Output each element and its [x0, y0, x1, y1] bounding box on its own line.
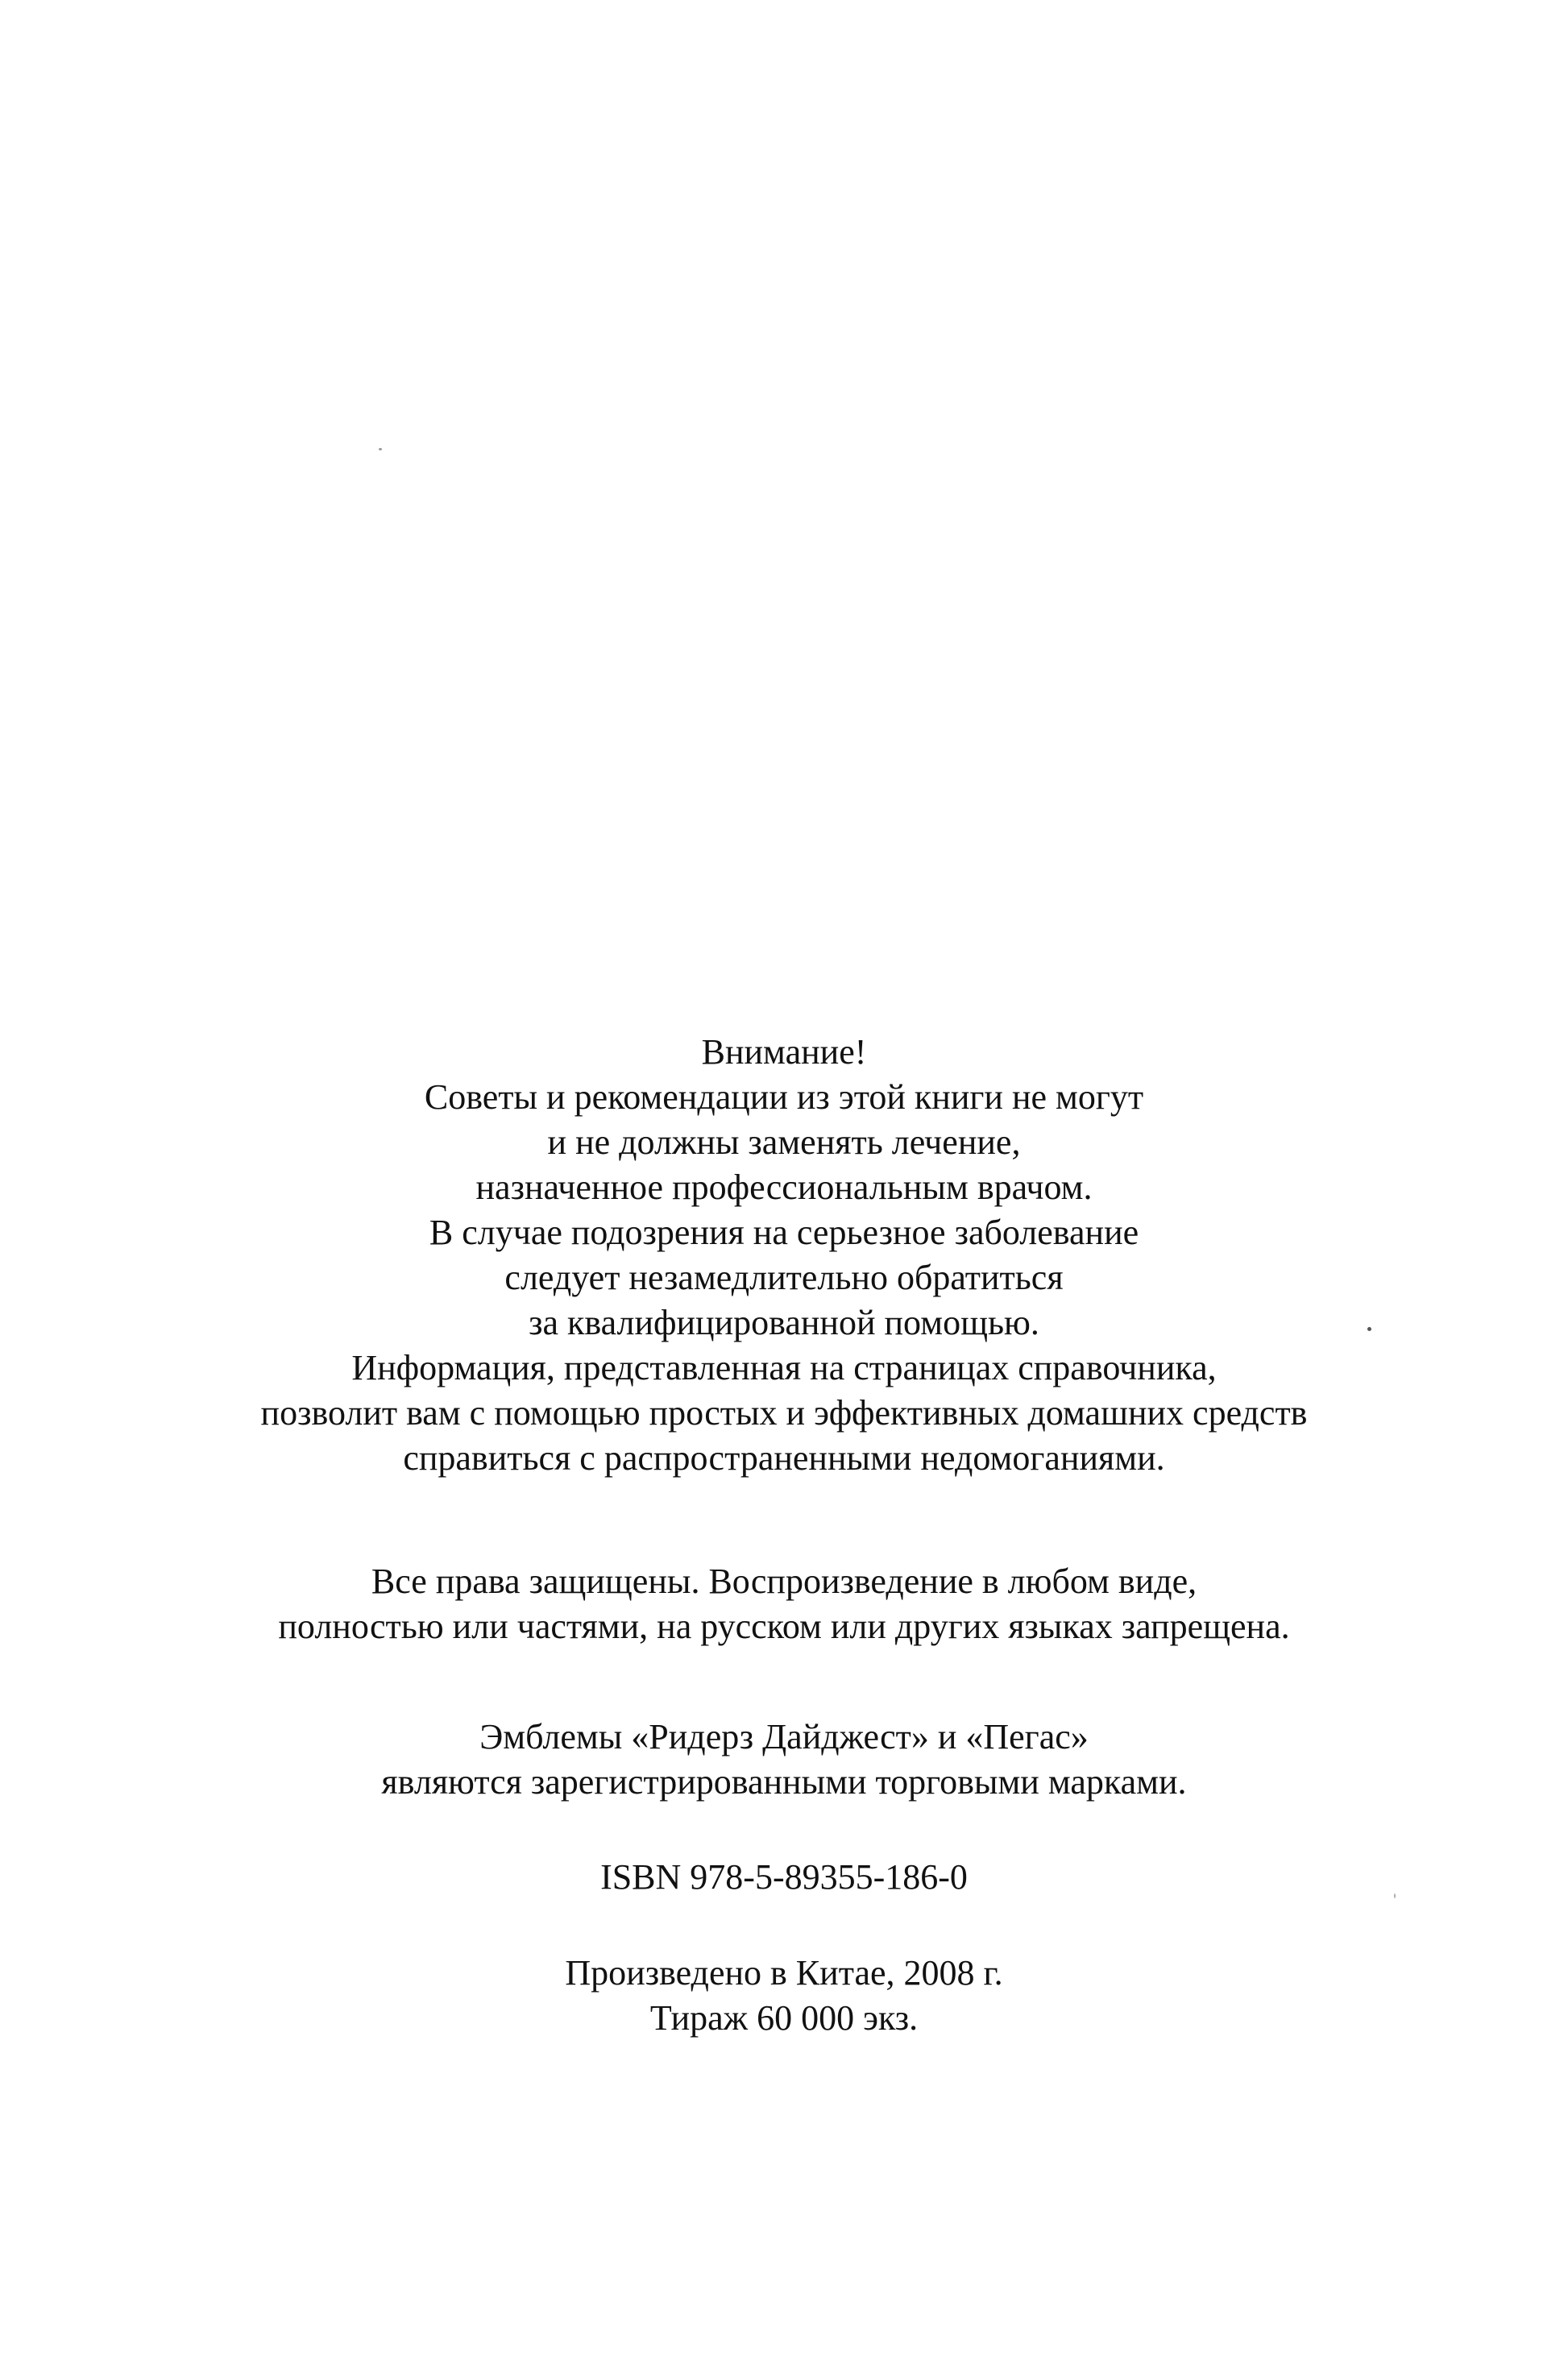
warning-line: позволит вам с помощью простых и эффективных домашних средств — [260, 1393, 1308, 1433]
warning-line: В случае подозрения на серьезное заболевание — [429, 1213, 1139, 1252]
copyright-line: полностью или частями, на русском или других языках запрещена. — [278, 1607, 1290, 1646]
isbn-number: ISBN 978-5-89355-186-0 — [600, 1857, 968, 1897]
warning-line: и не должны заменять лечение, — [547, 1122, 1021, 1162]
copyright-line: Все права защищены. Воспроизведение в любом виде, — [371, 1561, 1197, 1601]
warning-line: справиться с распространенными недомоганиями. — [403, 1438, 1165, 1478]
warning-line: следует незамедлительно обратиться — [504, 1258, 1064, 1297]
trademark-line: являются зарегистрированными торговыми марками. — [381, 1762, 1187, 1802]
trademark-notice — [0, 1715, 1568, 1805]
print-run-line: Тираж 60 000 экз. — [649, 1998, 919, 2038]
warning-heading: Внимание! — [701, 1032, 867, 1072]
warning-line: Советы и рекомендации из этой книги не могут — [424, 1077, 1144, 1117]
warning-line: Информация, представленная на страницах справочника, — [351, 1348, 1217, 1387]
copyright-notice — [0, 1559, 1568, 1649]
imprint-block — [0, 1951, 1568, 2041]
scan-speck — [379, 448, 382, 450]
isbn-block — [0, 1855, 1568, 1900]
production-line: Произведено в Китае, 2008 г. — [565, 1953, 1003, 1993]
warning-line: назначенное профессиональным врачом. — [475, 1167, 1093, 1207]
warning-notice — [0, 1030, 1568, 1481]
trademark-line: Эмблемы «Ридерз Дайджест» и «Пегас» — [479, 1717, 1089, 1756]
warning-line: за квалифицированной помощью. — [529, 1303, 1039, 1342]
